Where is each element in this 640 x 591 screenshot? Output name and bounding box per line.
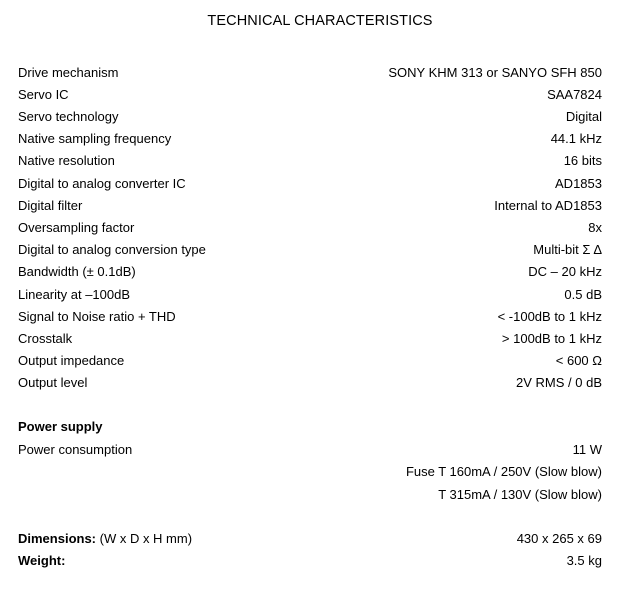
spec-label: Native sampling frequency <box>18 131 172 147</box>
spec-row <box>18 241 602 259</box>
spec-label: Power consumption <box>18 441 133 457</box>
spec-value: 16 bits <box>563 153 602 169</box>
weight-label: Weight: <box>18 552 66 568</box>
spec-row-fuse-1 <box>18 462 602 480</box>
spec-row <box>18 196 602 214</box>
dimensions-label-bold: Dimensions: <box>18 530 97 546</box>
spec-label: Output level <box>18 375 88 391</box>
spec-row <box>18 174 602 192</box>
spec-value: < 600 Ω <box>555 353 602 369</box>
spec-label: Native resolution <box>18 153 115 169</box>
spec-value: 8x <box>588 219 602 235</box>
spec-row <box>18 307 602 325</box>
spec-label: Digital filter <box>18 197 83 213</box>
spec-value: > 100dB to 1 kHz <box>501 330 602 346</box>
power-supply-heading: Power supply <box>18 419 103 434</box>
spec-row <box>18 85 602 103</box>
spec-row <box>18 374 602 392</box>
spec-label: Linearity at –100dB <box>18 286 131 302</box>
spec-value: Internal to AD1853 <box>494 197 602 213</box>
spec-label: Digital to analog converter IC <box>18 175 186 191</box>
weight-value: 3.5 kg <box>566 552 602 568</box>
spec-label: Drive mechanism <box>18 64 119 80</box>
spec-label: Oversampling factor <box>18 219 135 235</box>
spec-row <box>18 263 602 281</box>
spec-label: Digital to analog conversion type <box>18 242 206 258</box>
spec-row-dimensions <box>18 529 602 547</box>
spec-row-weight <box>18 551 602 569</box>
spec-row <box>18 107 602 125</box>
spec-row <box>18 152 602 170</box>
spec-value: 2V RMS / 0 dB <box>516 375 602 391</box>
spec-value: 0.5 dB <box>564 286 602 302</box>
spec-row <box>18 329 602 347</box>
spec-value: < -100dB to 1 kHz <box>497 308 602 324</box>
spec-value: 44.1 kHz <box>550 131 602 147</box>
fuse-value: Fuse T 160mA / 250V (Slow blow) <box>405 463 602 479</box>
spec-value: Multi-bit Σ Δ <box>533 242 602 258</box>
spec-label: Servo technology <box>18 108 119 124</box>
spec-value: SONY KHM 313 or SANYO SFH 850 <box>388 64 602 80</box>
page-title: TECHNICAL CHARACTERISTICS <box>207 13 433 29</box>
spec-label: Servo IC <box>18 86 69 102</box>
spec-row <box>18 130 602 148</box>
spec-value: AD1853 <box>555 175 602 191</box>
dimensions-label <box>18 531 192 546</box>
spec-label: Bandwidth (± 0.1dB) <box>18 264 136 280</box>
fuse-value: T 315mA / 130V (Slow blow) <box>438 486 602 502</box>
spec-label: Signal to Noise ratio + THD <box>18 308 176 324</box>
spec-row <box>18 285 602 303</box>
spec-value: SAA7824 <box>547 86 602 102</box>
spec-value: 11 W <box>572 441 602 457</box>
dimensions-value: 430 x 265 x 69 <box>516 530 602 546</box>
spec-row <box>18 352 602 370</box>
spec-row <box>18 63 602 81</box>
spec-row <box>18 218 602 236</box>
spec-value: Digital <box>565 108 602 124</box>
spec-row-fuse-2 <box>18 485 602 503</box>
dimensions-label-unit: (W x D x H mm) <box>96 530 193 546</box>
spec-row-power-consumption <box>18 440 602 458</box>
spec-label: Crosstalk <box>18 330 73 346</box>
spec-value: DC – 20 kHz <box>528 264 602 280</box>
spec-label: Output impedance <box>18 353 125 369</box>
